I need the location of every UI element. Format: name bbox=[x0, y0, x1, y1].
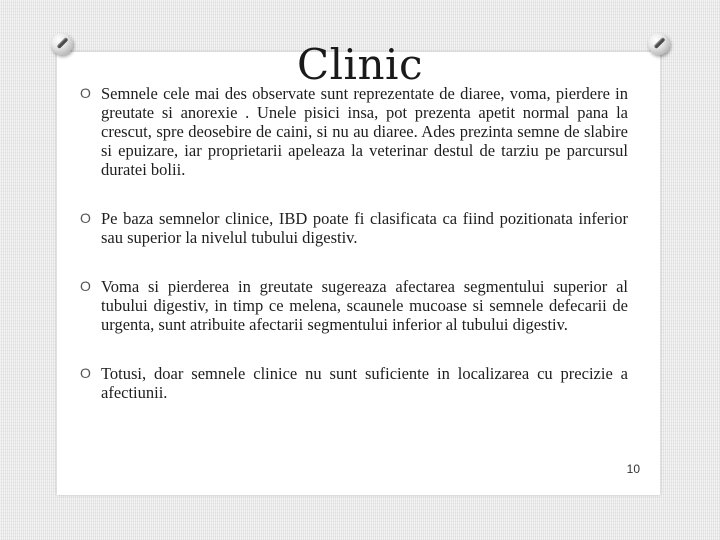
bullet-text: Totusi, doar semnele clinice nu sunt suficiente in localizarea cu precizie a afectiunii. bbox=[101, 364, 628, 402]
bullet-marker-icon: O bbox=[80, 278, 91, 294]
bullet-marker-icon: O bbox=[80, 365, 91, 381]
bullet-list bbox=[80, 84, 628, 402]
bullet-item bbox=[80, 364, 628, 402]
bullet-text: Voma si pierderea in greutate sugereaza afectarea segmentului superior al tubului digestiv, in timp ce melena, scaunele mucoase si semnele defecarii de urgenta, sunt atribuite afectarii segmentului inferior al tubului digestiv. bbox=[101, 277, 628, 334]
bullet-text: Pe baza semnelor clinice, IBD poate fi clasificata ca fiind pozitionata inferior sau superior la nivelul tubului digestiv. bbox=[101, 209, 628, 247]
bullet-item bbox=[80, 84, 628, 179]
page-number: 10 bbox=[626, 462, 640, 476]
bullet-marker-icon: O bbox=[80, 85, 91, 101]
bullet-text: Semnele cele mai des observate sunt reprezentate de diaree, voma, pierdere in greutate si anorexie . Unele pisici insa, pot prezenta apetit normal pana la crescut, spre deosebire de caini, si nu au diaree. Ades prezinta semne de slabire si epuizare, iar proprietarii apeleaza la veterinar destul de tarziu pe parcursul duratei bolii. bbox=[101, 84, 628, 179]
bullet-marker-icon: O bbox=[80, 210, 91, 226]
slide-title: Clinic bbox=[296, 40, 423, 89]
bullet-item bbox=[80, 209, 628, 247]
bullet-item bbox=[80, 277, 628, 334]
